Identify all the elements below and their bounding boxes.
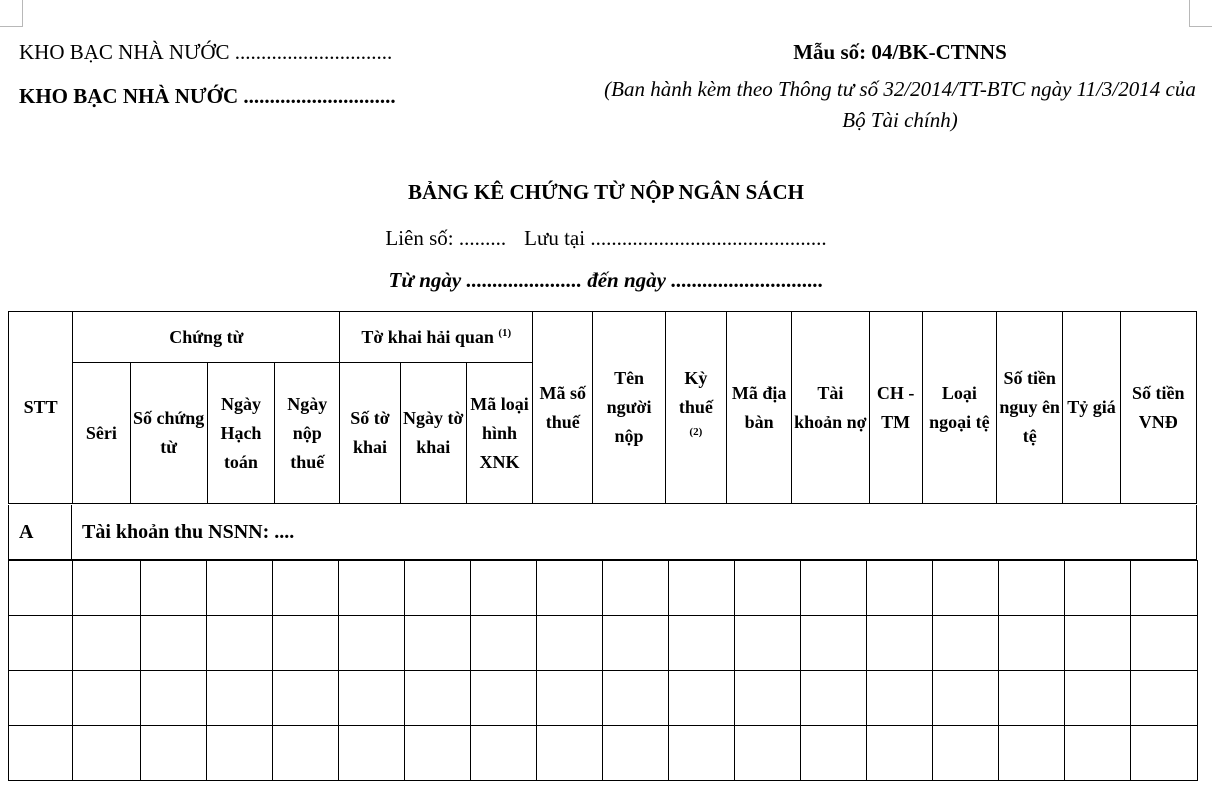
header-ngay-nop-thue: Ngày nộp thuế xyxy=(275,363,340,504)
table-cell[interactable] xyxy=(669,561,735,616)
table-cell[interactable] xyxy=(405,671,471,726)
table-cell[interactable] xyxy=(339,561,405,616)
table-cell[interactable] xyxy=(339,726,405,781)
table-cell[interactable] xyxy=(735,616,801,671)
table-cell[interactable] xyxy=(669,616,735,671)
table-cell[interactable] xyxy=(1065,726,1131,781)
section-a-row xyxy=(8,505,1197,560)
header-ngay-to-khai: Ngày tờ khai xyxy=(400,363,466,504)
table-row xyxy=(9,726,1198,781)
table-cell[interactable] xyxy=(471,671,537,726)
table-cell[interactable] xyxy=(73,671,141,726)
table-cell[interactable] xyxy=(471,726,537,781)
kho-bac-line-1: KHO BẠC NHÀ NƯỚC .............................. xyxy=(19,40,393,64)
section-a-code: A xyxy=(9,505,72,560)
header-so-tien-vnd: Số tiền VNĐ xyxy=(1120,312,1196,504)
crop-mark-top-left xyxy=(0,0,23,27)
table-cell[interactable] xyxy=(669,726,735,781)
table-row xyxy=(9,616,1198,671)
date-range-line xyxy=(0,268,1212,293)
header-to-khai xyxy=(340,312,533,363)
header-ten-nguoi-nop: Tên người nộp xyxy=(593,312,665,504)
header-so-to-khai: Số tờ khai xyxy=(340,363,400,504)
table-cell[interactable] xyxy=(141,726,207,781)
table-cell[interactable] xyxy=(603,726,669,781)
table-cell[interactable] xyxy=(405,561,471,616)
luu-tai: Lưu tại ............................................. xyxy=(524,226,827,250)
table-cell[interactable] xyxy=(1131,671,1198,726)
table-cell[interactable] xyxy=(735,726,801,781)
table-cell[interactable] xyxy=(867,616,933,671)
table-cell[interactable] xyxy=(73,561,141,616)
to-khai-note: (1) xyxy=(498,326,512,339)
table-cell[interactable] xyxy=(1131,616,1198,671)
table-cell[interactable] xyxy=(603,671,669,726)
table-cell[interactable] xyxy=(933,616,999,671)
table-cell[interactable] xyxy=(1131,561,1198,616)
table-cell[interactable] xyxy=(801,671,867,726)
header-ma-so-thue: Mã số thuế xyxy=(533,312,593,504)
table-cell[interactable] xyxy=(603,561,669,616)
section-a-label: Tài khoản thu NSNN: .... xyxy=(72,505,1197,560)
table-cell[interactable] xyxy=(801,616,867,671)
header-so-tien-nguyen-te: Số tiền nguy ên tệ xyxy=(997,312,1063,504)
table-cell[interactable] xyxy=(273,616,339,671)
table-cell[interactable] xyxy=(207,616,273,671)
table-cell[interactable] xyxy=(273,726,339,781)
table-cell[interactable] xyxy=(999,726,1065,781)
lien-so: Liên số: ......... xyxy=(385,226,507,250)
table-cell[interactable] xyxy=(273,561,339,616)
table-cell[interactable] xyxy=(9,561,73,616)
table-cell[interactable] xyxy=(141,671,207,726)
ky-thue-note: (2) xyxy=(689,426,703,438)
table-cell[interactable] xyxy=(273,671,339,726)
header-so-chung-tu: Số chứng từ xyxy=(130,363,207,504)
table-cell[interactable] xyxy=(9,616,73,671)
copy-info-line xyxy=(0,226,1212,251)
table-cell[interactable] xyxy=(603,616,669,671)
table-cell[interactable] xyxy=(207,671,273,726)
header-seri: Sêri xyxy=(73,363,130,504)
table-cell[interactable] xyxy=(9,726,73,781)
table-row xyxy=(9,671,1198,726)
table-cell[interactable] xyxy=(537,616,603,671)
table-cell[interactable] xyxy=(9,671,73,726)
table-header xyxy=(8,311,1197,504)
form-number: Mẫu số: 04/BK-CTNNS xyxy=(793,40,1007,64)
table-cell[interactable] xyxy=(735,561,801,616)
table-cell[interactable] xyxy=(141,561,207,616)
table-cell[interactable] xyxy=(73,616,141,671)
table-body xyxy=(8,560,1198,781)
header-ky-thue xyxy=(665,312,726,504)
crop-mark-top-right xyxy=(1189,0,1212,27)
table-row xyxy=(9,561,1198,616)
table-cell[interactable] xyxy=(669,671,735,726)
table-cell[interactable] xyxy=(999,616,1065,671)
table-cell[interactable] xyxy=(867,671,933,726)
table-cell[interactable] xyxy=(999,671,1065,726)
table-cell[interactable] xyxy=(1065,671,1131,726)
table-cell[interactable] xyxy=(339,671,405,726)
tu-ngay: Từ ngày ...................... xyxy=(388,268,588,292)
header-ch-tm: CH - TM xyxy=(869,312,922,504)
kho-bac-line-2: KHO BẠC NHÀ NƯỚC ............................. xyxy=(19,84,396,108)
table-cell[interactable] xyxy=(73,726,141,781)
table-cell[interactable] xyxy=(999,561,1065,616)
table-cell[interactable] xyxy=(1065,616,1131,671)
table-cell[interactable] xyxy=(537,671,603,726)
table-cell[interactable] xyxy=(867,726,933,781)
header-ngay-hach-toan: Ngày Hạch toán xyxy=(207,363,274,504)
document-title: BẢNG KÊ CHỨNG TỪ NỘP NGÂN SÁCH xyxy=(408,180,804,204)
table-cell[interactable] xyxy=(405,726,471,781)
ky-thue-label: Kỳ thuế xyxy=(678,368,713,417)
table-cell[interactable] xyxy=(207,561,273,616)
table-cell[interactable] xyxy=(1131,726,1198,781)
table-cell[interactable] xyxy=(141,616,207,671)
table-cell[interactable] xyxy=(933,671,999,726)
header-loai-ngoai-te: Loại ngoại tệ xyxy=(922,312,996,504)
header-tai-khoan-no: Tài khoản nợ xyxy=(792,312,869,504)
table-cell[interactable] xyxy=(537,561,603,616)
table-cell[interactable] xyxy=(867,561,933,616)
table-cell[interactable] xyxy=(405,616,471,671)
table-cell[interactable] xyxy=(471,561,537,616)
header-ty-gia: Tỷ giá xyxy=(1063,312,1120,504)
header-chung-tu: Chứng từ xyxy=(73,312,340,363)
header-ma-dia-ban: Mã địa bàn xyxy=(726,312,791,504)
table-cell[interactable] xyxy=(801,726,867,781)
table-cell[interactable] xyxy=(735,671,801,726)
table-cell[interactable] xyxy=(339,616,405,671)
to-khai-label: Tờ khai hải quan xyxy=(361,326,494,347)
table-cell[interactable] xyxy=(933,561,999,616)
header-ma-loai-hinh: Mã loại hình XNK xyxy=(466,363,532,504)
table-cell[interactable] xyxy=(471,616,537,671)
issuance-note: (Ban hành kèm theo Thông tư số 32/2014/TT-BTC ngày 11/3/2014 của Bộ Tài chính) xyxy=(604,77,1196,132)
header-stt: STT xyxy=(9,312,73,504)
table-cell[interactable] xyxy=(537,726,603,781)
table-cell[interactable] xyxy=(207,726,273,781)
table-cell[interactable] xyxy=(1065,561,1131,616)
den-ngay: đến ngày ............................. xyxy=(587,268,824,292)
table-cell[interactable] xyxy=(801,561,867,616)
table-cell[interactable] xyxy=(933,726,999,781)
